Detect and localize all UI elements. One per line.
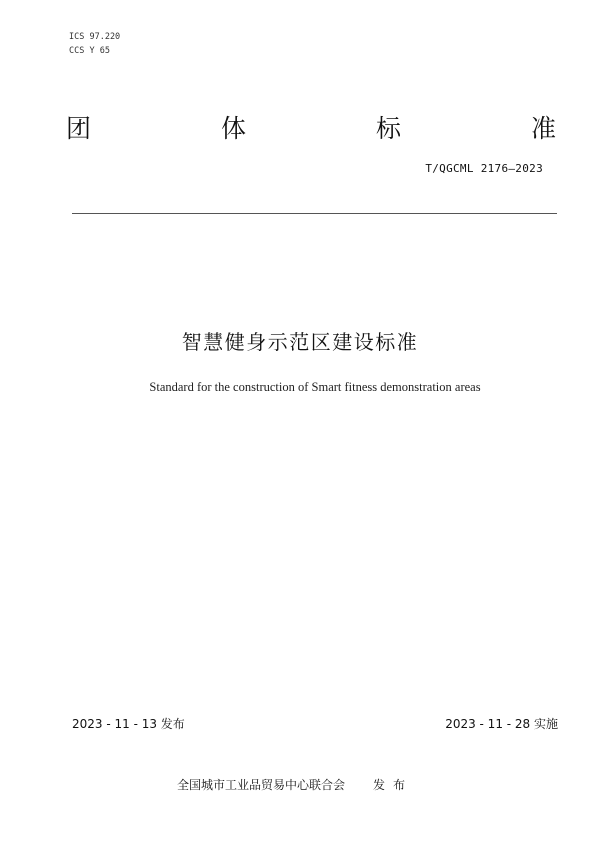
publish-date: 2023 - 11 - 13 发布 [72,717,185,731]
heading-char: 体 [220,114,246,143]
title-chinese: 智慧健身示范区建设标准 [181,330,419,354]
standard-number: T/QGCML 2176—2023 [425,162,543,175]
classification-codes [69,30,120,58]
ccs-code: CCS Y 65 [69,46,110,56]
heading-char: 标 [375,114,401,143]
document-type-heading [66,111,556,147]
heading-char: 团 [66,114,92,143]
implementation-date: 2023 - 11 - 28 实施 [445,717,558,731]
publisher-line [177,776,413,793]
header-divider [72,213,557,214]
publisher-action: 发布 [373,778,414,792]
heading-char: 准 [530,114,556,143]
ics-code: ICS 97.220 [69,32,121,42]
title-english: Standard for the construction of Smart fitness demonstration areas [149,380,481,394]
publisher-name: 全国城市工业品贸易中心联合会 [177,778,346,792]
